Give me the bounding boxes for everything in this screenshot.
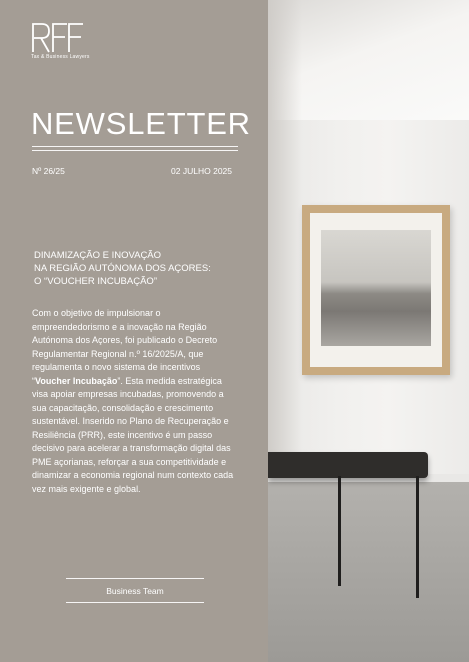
bench-leg-right — [416, 476, 419, 598]
title-divider-bottom — [32, 150, 238, 151]
body-text-bold: Voucher Incubação — [35, 375, 118, 386]
article-headline — [34, 249, 211, 288]
bench-leg-left — [338, 476, 341, 586]
issue-number: Nº 26/25 — [32, 166, 65, 176]
body-text-part-2: ”. Esta medida estratégica visa apoiar empresas incubadas, promovendo a sua capacitação, consolidação e crescimento sustentável. Inserido no Plano de Recuperação e Resiliência (PRR), este incentivo é um passo decisivo para acelerar a transformação digital das PME açorianas, reforçar a sua competitividade e dinamizar a economia regional num contexto cada vez mais exigente e global. — [32, 375, 234, 494]
headline-line-3: O “VOUCHER INCUBAÇÃO” — [34, 276, 157, 287]
bench-cushion — [268, 452, 428, 478]
title-divider-top — [32, 146, 238, 147]
interior-photo — [268, 0, 469, 662]
newsletter-title: NEWSLETTER — [31, 106, 251, 141]
article-body — [32, 307, 238, 496]
headline-line-1: DINAMIZAÇÃO E INOVAÇÃO — [34, 250, 162, 261]
logo-tagline: Tax & Business Lawyers — [31, 54, 90, 60]
rff-logo — [31, 21, 101, 63]
issue-meta — [32, 166, 232, 176]
rff-logo-mark — [31, 21, 87, 53]
signature: Business Team — [106, 586, 164, 596]
headline-line-2: NA REGIÃO AUTÓNOMA DOS AÇORES: — [34, 263, 211, 274]
issue-date: 02 JULHO 2025 — [171, 166, 232, 176]
framed-artwork — [302, 205, 450, 375]
signature-divider-bottom — [66, 602, 204, 603]
carpet-floor — [268, 482, 469, 662]
signature-divider-top — [66, 578, 204, 579]
artwork-image — [321, 230, 431, 346]
body-text-part-1: Com o objetivo de impulsionar o empreendedorismo e a inovação na Região Autónoma dos Açores, foi publicado o Decreto Regulamentar Regional n.º 16/2025/A, que regulamenta o novo sistema de incentivos “ — [32, 308, 218, 386]
artwork-mat — [310, 213, 442, 367]
